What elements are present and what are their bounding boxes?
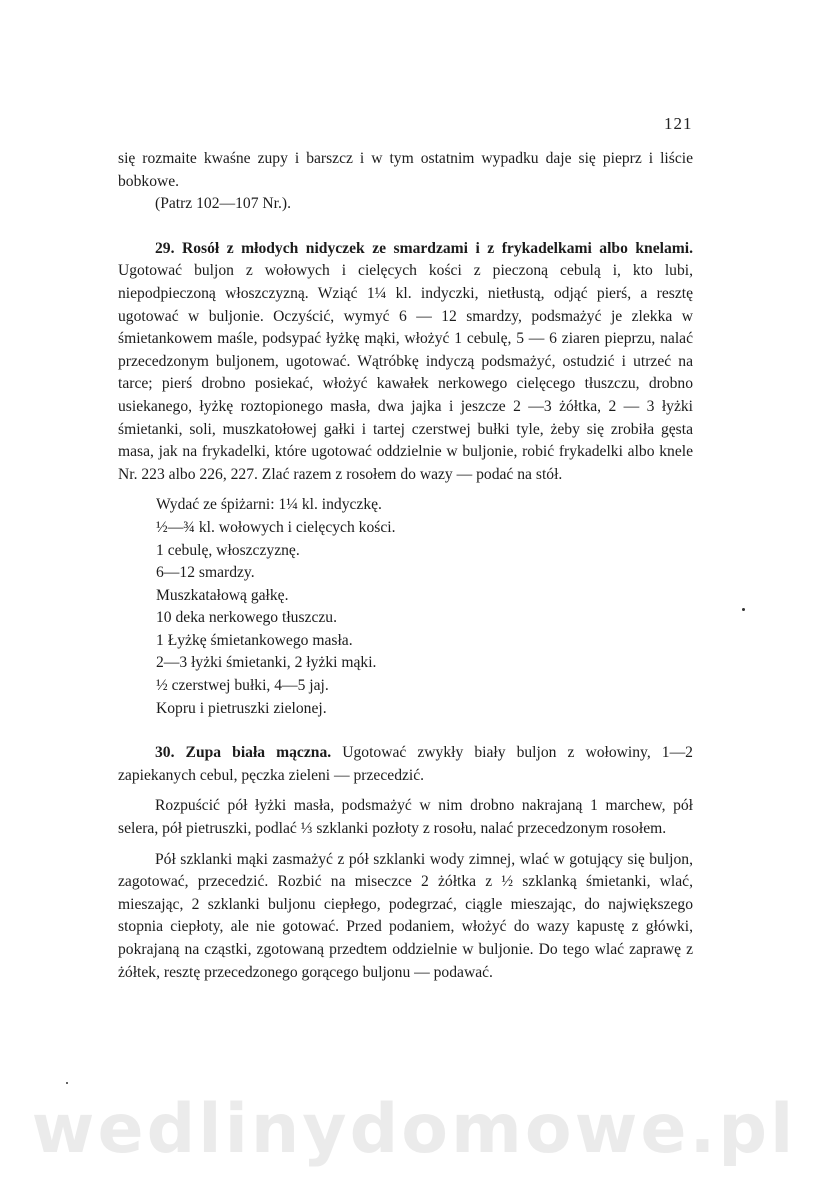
watermark: wedlinydomowe.pl [31, 1090, 797, 1169]
scan-speck [66, 1082, 68, 1084]
ingredient-item: 2—3 łyżki śmietanki, 2 łyżki mąki. [156, 654, 377, 672]
page-number: 121 [664, 114, 693, 133]
paragraph-spacer [118, 841, 693, 849]
section-spacer [118, 720, 693, 742]
recipe-30-paragraph [118, 742, 693, 787]
recipe-30-step: Rozpuścić pół łyżki masła, podsmażyć w nim drobno nakrajaną 1 marchew, pół selera, pół pietruszki, podlać ⅓ szklanki pozłoty z rosołu, nalać przecedzonym rosołem. [118, 797, 693, 838]
recipe-30-intro: Ugotować zwykły biały buljon z wołowiny, 1—2 zapiekanych cebul, pęczka zieleni — przecedzić. [118, 744, 693, 784]
paragraph-spacer [118, 787, 693, 795]
ingredient-item: 10 deka nerkowego tłuszczu. [156, 609, 337, 627]
ingredient-item: Wydać ze śpiżarni: 1¼ kl. indyczkę. [156, 496, 382, 514]
ingredient-item: 1 cebulę, włoszczyznę. [156, 541, 300, 559]
section-spacer [118, 216, 693, 238]
ingredient-item: Muszkatałową gałkę. [156, 586, 289, 604]
recipe-30-step: Pół szklanki mąki zasmażyć z pół szklanki wody zimnej, wlać w gotujący się buljon, zagotować, przecedzić. Rozbić na miseczce 2 żółtka z ½ szklanką śmietanki, wlać, mieszając, 2 szklanki buljonu ciepłego, podegrzać, ciągle mieszając, do największego stopnia ciepłoty, ale nie gotować. Przed podaniem, włożyć do wazy kapustę z główki, pokrajaną na cząstki, zgotowaną przedtem oddzielnie w buljonie. Do tego wlać zaprawę z żółtek, resztę przecedzonego gorącego buljonu — podawać. [118, 850, 693, 981]
continuation-paragraph: się rozmaite kwaśne zupy i barszcz i w tym ostatnim wypadku daje się pieprz i liście bobkowe. [118, 150, 693, 190]
scan-speck [742, 608, 745, 611]
reference-note: (Patrz 102—107 Nr.). [155, 195, 291, 213]
ingredient-item: ½ czerstwej bułki, 4—5 jaj. [156, 677, 329, 695]
recipe-29-heading: 29. Rosół z młodych nidyczek ze smardzami i z frykadelkami albo knelami. [155, 239, 693, 257]
ingredient-item: Kopru i pietruszki zielonej. [156, 699, 327, 717]
ingredient-item: 1 Łyżkę śmietankowego masła. [156, 631, 353, 649]
recipe-29-paragraph [118, 238, 693, 487]
ingredient-item: 6—12 smardzy. [156, 564, 255, 582]
ingredients-list [118, 494, 693, 720]
recipe-30-heading: 30. Zupa biała mączna. [155, 744, 332, 762]
page-content [118, 148, 693, 984]
ingredient-item: ½—¾ kl. wołowych i cielęcych kości. [156, 518, 396, 536]
list-spacer [118, 486, 693, 494]
recipe-29-body: Ugotować buljon z wołowych i cielęcych kości z pieczoną cebulą i, kto lubi, niepodpieczoną włoszczyzną. Wziąć 1¼ kl. indyczki, nietłustą, odjąć pierś, a resztę ugotować w buljonie. Oczyścić, wymyć 6 — 12 smardzy, podsmażyć je zlekka w śmietankowem maśle, podsypać łyżkę mąki, włożyć 1 cebulę, 5 — 6 ziaren pieprzu, nalać przecedzonym buljonem, ugotować. Wątróbkę indyczą podsmażyć, ostudzić i utrzeć na tarce; pierś drobno posiekać, włożyć kawałek nerkowego cielęcego tłuszczu, drobno usiekanego, łyżkę roztopionego masła, dwa jajka i jeszcze 2 —3 żółtka, 2 — 3 łyżki śmietanki, soli, muszkatołowej gałki i tartej czerstwej bułki tyle, żeby się zrobiła gęsta masa, jak na frykadelki, które ugotować oddzielnie w buljonie, robić frykadelki albo knele Nr. 223 albo 226, 227. Zlać razem z rosołem do wazy — podać na stół. [118, 262, 693, 483]
